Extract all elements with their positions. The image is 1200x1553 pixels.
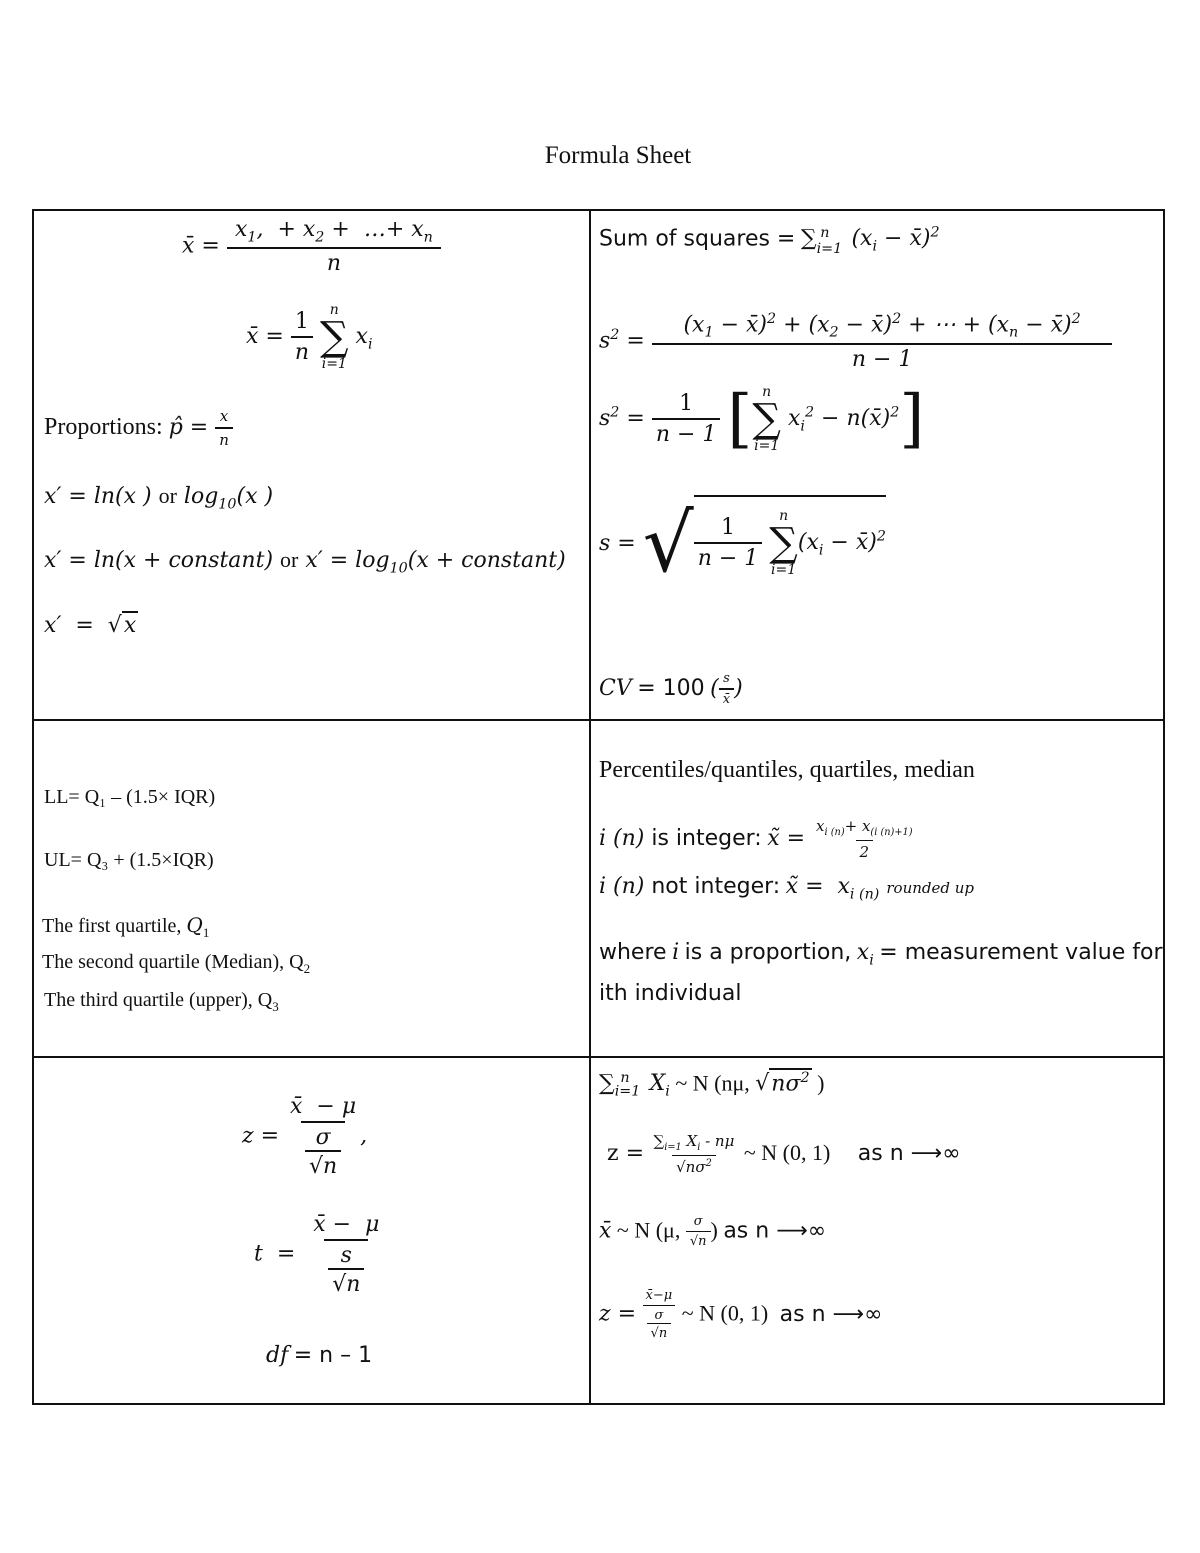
third-quartile-label: The third quartile (upper), $Q_3$: [44, 989, 279, 1014]
cell-test-statistics: [34, 1058, 589, 1405]
formula-log-transform: x′ = ln(x ) or $\log_{10}(x$ ): [44, 483, 274, 513]
formula-cv: CV = 100 ( $\frac{s}{x̄}$ ): [599, 671, 743, 707]
formula-median-integer: i (n) is integer: x̃ = $\frac{x_{i (n)}+ x_{(i (n)+1)}}{2}$: [599, 817, 913, 861]
upper-limit: UL= Q₃ + (1.5×IQR): [44, 849, 214, 871]
formula-variance-computational: $s^2$ = $\frac{1}{n - 1}$ [ n ∑ i=1 $x_i^2$ − n(x̄)$^2$]: [599, 382, 925, 456]
cell-central-limit: [591, 1058, 1167, 1405]
page-title: Formula Sheet: [544, 142, 692, 169]
formula-mean-standardized: z = $\frac{x̄-\mu}{\frac{\sigma}{√n}}$ ~ N (0, 1) as n ⟶∞: [599, 1288, 883, 1341]
second-quartile-label: The second quartile (Median), $Q_2$: [42, 951, 311, 976]
formula-mean-sum: x̄ = $\frac{1}{n}$ n ∑ i=1 $x_i$: [246, 302, 373, 372]
first-quartile-label: The first quartile, $Q_1$: [42, 913, 210, 940]
formula-log-constant-transform: x′ = ln(x + constant) or $x' = \log_{10}(x$ + constant): [44, 547, 566, 577]
formula-table: [32, 209, 1165, 1405]
cell-mean-transforms: [34, 211, 589, 719]
formula-sum-of-squares: Sum of squares = $\sum_{i=1}^n$ ($x_i$ − x̄)$^2$: [599, 225, 940, 257]
formula-t-statistic: t = $\frac{x̄ - \mu}{\frac{s}{√n}}$: [254, 1212, 380, 1297]
formula-z-statistic: z = $\frac{x̄ - \mu}{\frac{\sigma}{√n}}$ ,: [242, 1094, 368, 1179]
formula-mean-distribution: x̄ ~ N (μ, $\frac{\sigma}{√n}$ ) as n ⟶∞: [599, 1214, 827, 1249]
proportion-note-line2: ith individual: [599, 981, 742, 1006]
lower-limit: LL= Q₁ – (1.5× IQR): [44, 786, 216, 808]
formula-std-dev: s = √ $\frac{1}{n - 1}$ n ∑ i=1 ($x_i$ − x̄)$^2$: [599, 497, 886, 590]
percentiles-heading: Percentiles/quantiles, quartiles, median: [599, 757, 975, 783]
formula-mean-expanded: x̄ = $\frac{x_1, + x_2 + \dots+ x_n}{n}$: [182, 217, 441, 276]
formula-proportion: Proportions: p̂ = $\frac{x}{n}$: [44, 407, 233, 449]
formula-sum-standardized: z = $\frac{\sum_{i=1} X_i - n\mu}{√n\sigma^2}$ ~ N (0, 1) as n ⟶∞: [607, 1132, 961, 1176]
formula-median-not-integer: i (n) not integer: x̃ = $x_{i (n)}$ rounded up: [599, 874, 975, 903]
formula-sqrt-transform: x′ = √x: [44, 613, 137, 638]
proportion-note: where i is a proportion, $x_i$ = measurement value for: [599, 940, 1163, 969]
formula-sum-distribution: $\sum_{i=1}^n$ $X_i$ ~ N (nμ, $√n\sigma^2$ ): [599, 1070, 825, 1100]
formula-variance-expanded: $s^2$ = $\frac{(x_1 - x̄)^2 + (x_2 - x̄)^2 + \cdots + (x_n - x̄)^2}{n - 1}$: [599, 311, 1112, 372]
cell-percentiles: [591, 721, 1167, 1056]
formula-degrees-of-freedom: df = n – 1: [266, 1343, 373, 1368]
cell-quartiles: [34, 721, 589, 1056]
cell-variance: [591, 211, 1167, 719]
